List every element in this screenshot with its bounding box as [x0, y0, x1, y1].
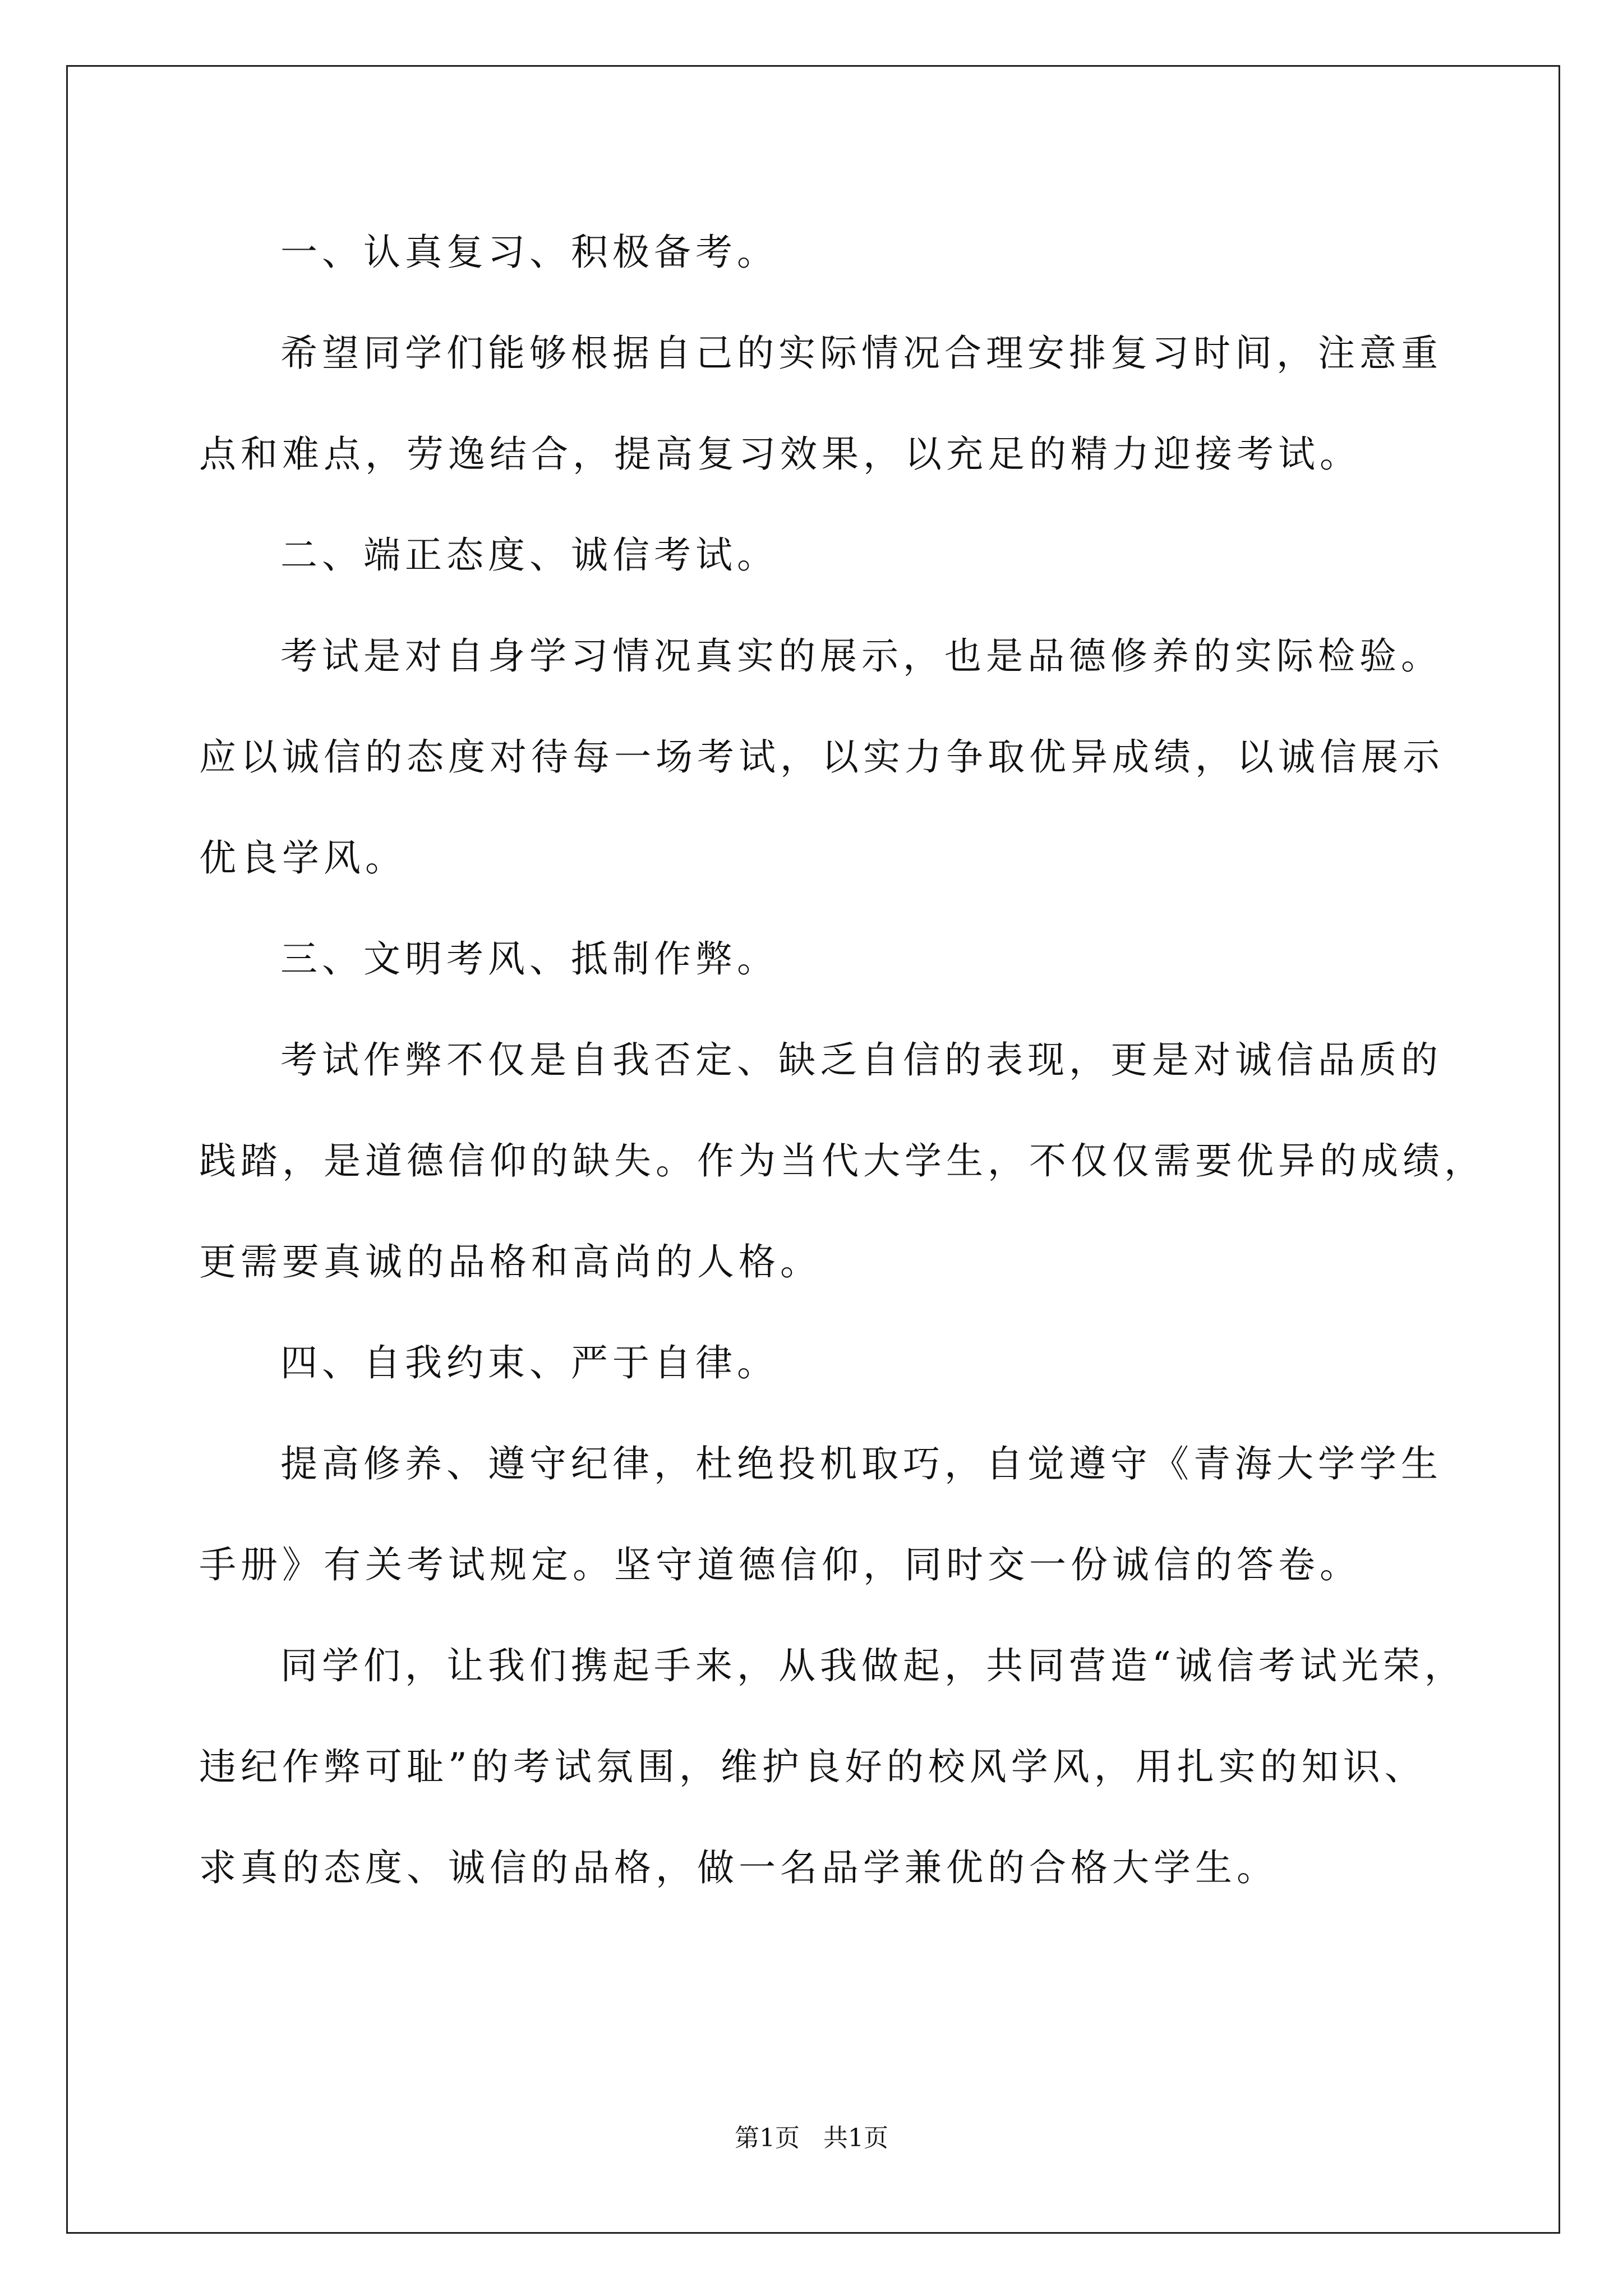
page-number-current: 第1页	[735, 2124, 800, 2152]
paragraph-line: 优良学风。	[199, 836, 407, 880]
page-footer	[0, 2118, 1623, 2154]
paragraph-line: 应以诚信的态度对待每一场考试，以实力争取优异成绩，以诚信展示	[199, 735, 1444, 779]
paragraph-line: 同学们，让我们携起手来，从我做起，共同营造“诚信考试光荣，	[280, 1644, 1466, 1687]
paragraph-line: 更需要真诚的品格和高尚的人格。	[199, 1240, 822, 1283]
paragraph-line: 提高修养、遵守纪律，杜绝投机取巧，自觉遵守《青海大学学生	[280, 1442, 1442, 1485]
heading-3: 三、文明考风、抵制作弊。	[280, 937, 778, 981]
paragraph-line: 践踏，是道德信仰的缺失。作为当代大学生，不仅仅需要优异的成绩，	[199, 1139, 1486, 1182]
heading-1: 一、认真复习、积极备考。	[280, 231, 778, 274]
paragraph-line: 求真的态度、诚信的品格，做一名品学兼优的合格大学生。	[199, 1846, 1278, 1889]
paragraph-line: 点和难点，劳逸结合，提高复习效果，以充足的精力迎接考试。	[199, 432, 1361, 476]
paragraph-line: 考试作弊不仅是自我否定、缺乏自信的表现，更是对诚信品质的	[280, 1038, 1442, 1082]
page-number-total: 共1页	[823, 2124, 888, 2152]
paragraph-line: 违纪作弊可耻”的考试氛围，维护良好的校风学风，用扎实的知识、	[199, 1745, 1426, 1788]
document-body	[199, 202, 1486, 1918]
paragraph-line: 手册》有关考试规定。坚守道德信仰，同时交一份诚信的答卷。	[199, 1543, 1361, 1586]
paragraph-line: 考试是对自身学习情况真实的展示，也是品德修养的实际检验。	[280, 634, 1442, 678]
heading-2: 二、端正态度、诚信考试。	[280, 533, 778, 577]
heading-4: 四、自我约束、严于自律。	[280, 1341, 778, 1384]
paragraph-line: 希望同学们能够根据自己的实际情况合理安排复习时间，注意重	[280, 332, 1442, 375]
